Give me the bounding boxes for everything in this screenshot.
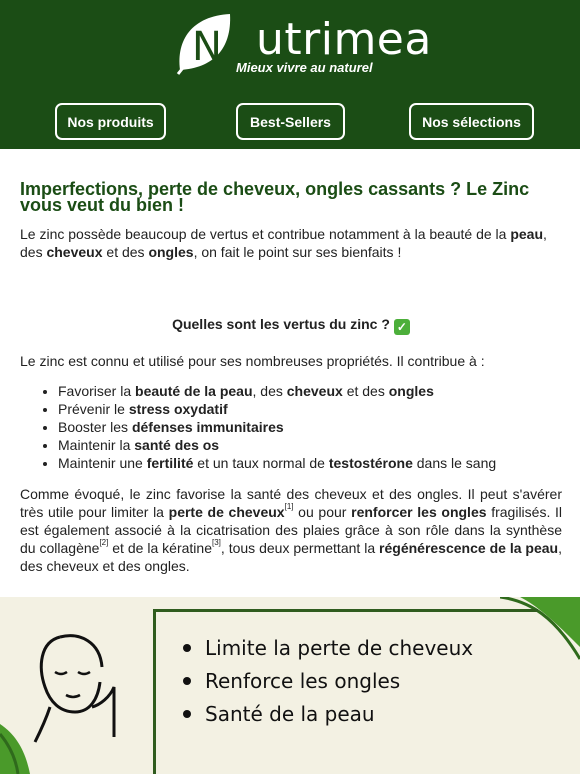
face-line-art-icon	[30, 627, 120, 747]
brand-tagline: Mieux vivre au naturel	[236, 60, 373, 75]
svg-text:N: N	[192, 24, 222, 70]
nav-button-selections[interactable]: Nos sélections	[409, 103, 534, 140]
list-item: • Favoriser la beauté de la peau, des cheveux et des ongles	[58, 382, 562, 400]
nav-button-products[interactable]: Nos produits	[55, 103, 166, 140]
list-item: • Prévenir le stress oxydatif	[58, 400, 562, 418]
bullet-dot-icon	[183, 710, 191, 718]
list-item: • Maintenir la santé des os	[58, 436, 562, 454]
intro-paragraph: Le zinc possède beaucoup de vertus et contribue notamment à la beauté de la peau, des cheveux et des ongles, on fait le point sur ses bienfaits !	[20, 226, 547, 260]
nav-button-best-sellers[interactable]: Best-Sellers	[236, 103, 345, 140]
banner-bullets	[183, 631, 473, 730]
footnote-1-link[interactable]: [1]	[284, 502, 294, 511]
footnote-3-link[interactable]: [3]	[211, 538, 221, 547]
bullet-dot-icon	[183, 677, 191, 685]
leaf-logo-icon	[172, 10, 234, 76]
list-item: • Booster les défenses immunitaires	[58, 418, 562, 436]
promo-banner[interactable]	[0, 597, 580, 774]
article-title: Imperfections, perte de cheveux, ongles cassants ? Le Zinc vous veut du bien !	[20, 179, 530, 215]
footnote-2-link[interactable]: [2]	[99, 538, 109, 547]
list-item: • Maintenir une fertilité et un taux normal de testostérone dans le sang	[58, 454, 562, 472]
lead-paragraph: Le zinc est connu et utilisé pour ses nombreuses propriétés. Il contribue à :	[20, 353, 485, 369]
banner-bullet: Renforce les ongles	[183, 664, 473, 697]
check-mark-icon: ✓	[394, 319, 410, 335]
article	[20, 181, 562, 575]
nutrimea-logo[interactable]	[172, 10, 432, 80]
body-paragraph: Comme évoqué, le zinc favorise la santé des cheveux et des ongles. Il peut s'avérer très utile pour limiter la perte de cheveux[1] ou pour renforcer les ongles fragilisés. Il est également associé à la cicatrisation des plaies grâce à son rôle dans la synthèse du collagène[2] et de la kératine[3], tous deux permettant la régénérescence de la peau, des cheveux et des ongles.	[20, 486, 563, 574]
banner-bullet: Limite la perte de cheveux	[183, 631, 473, 664]
bullet-dot-icon	[183, 644, 191, 652]
section-subtitle: Quelles sont les vertus du zinc ? ✓	[20, 315, 562, 335]
banner-bullet: Santé de la peau	[183, 697, 473, 730]
benefits-list	[20, 382, 562, 472]
header	[0, 0, 580, 149]
brand-name: utrimea	[255, 14, 432, 65]
